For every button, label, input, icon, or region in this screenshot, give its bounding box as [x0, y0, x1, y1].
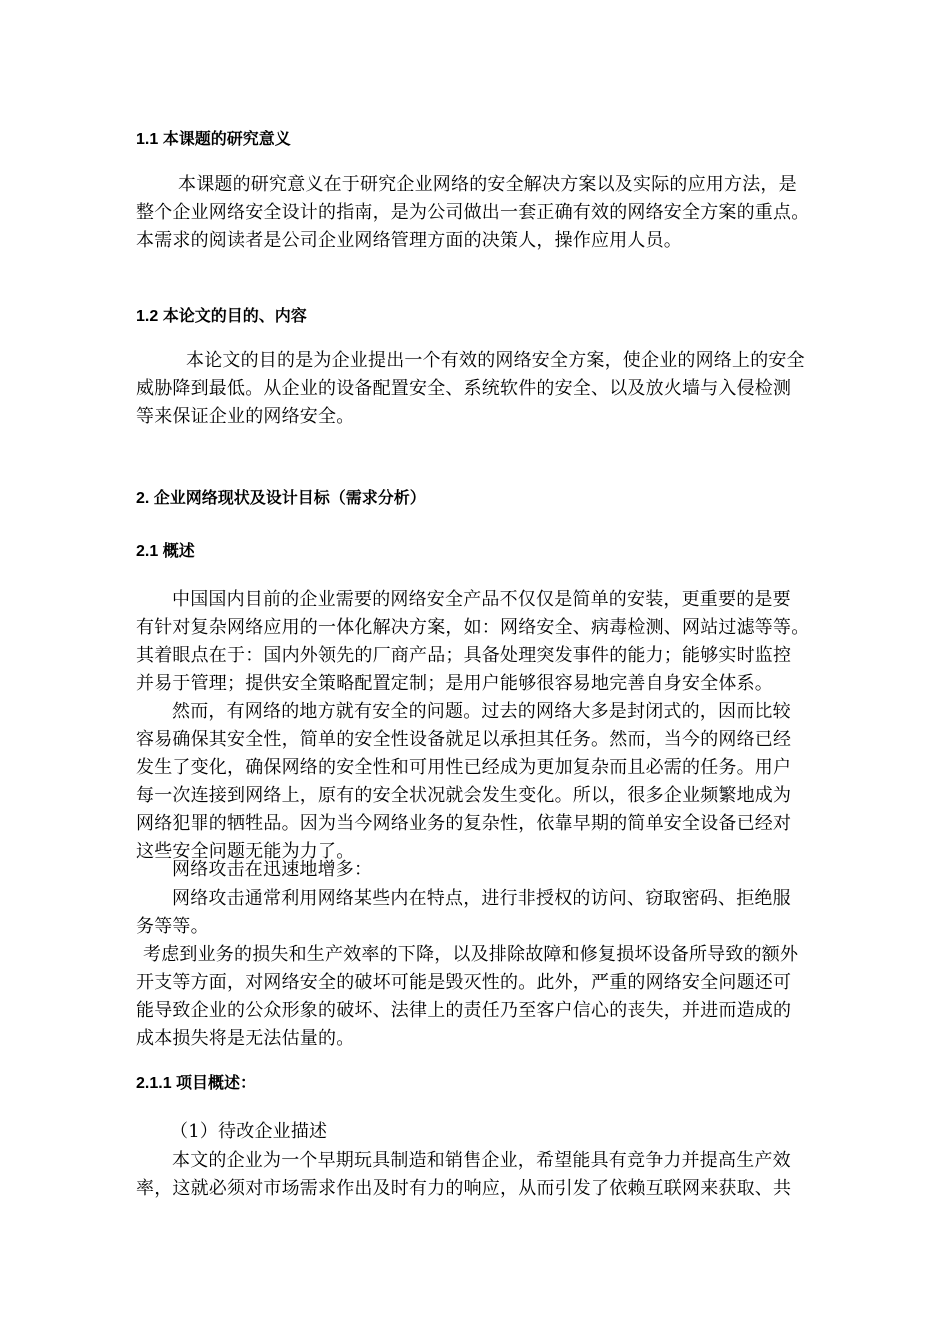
paragraph-line: 中国国内目前的企业需要的网络安全产品不仅仅是简单的安装，更重要的是要: [172, 589, 791, 610]
paragraph-line: 整个企业网络安全设计的指南，是为公司做出一套正确有效的网络安全方案的重点。: [136, 202, 810, 223]
paragraph-line: 网络攻击通常利用网络某些内在特点，进行非授权的访问、窃取密码、拒绝服: [172, 888, 791, 909]
paragraph-line: 容易确保其安全性，简单的安全性设备就足以承担其任务。然而，当今的网络已经: [136, 729, 792, 750]
paragraph-line: 能导致企业的公众形象的破坏、法律上的责任乃至客户信心的丧失，并进而造成的: [136, 1000, 792, 1021]
paragraph-line: （1）待改企业描述: [170, 1121, 328, 1142]
paragraph-line: 其着眼点在于：国内外领先的厂商产品；具备处理突发事件的能力；能够实时监控: [136, 645, 792, 666]
paragraph-line: 威胁降到最低。从企业的设备配置安全、系统软件的安全、以及放火墙与入侵检测: [136, 378, 792, 399]
chapter-heading-2: 2. 企业网络现状及设计目标（需求分析）: [136, 490, 426, 507]
paragraph-line: 等来保证企业的网络安全。: [136, 406, 355, 427]
section-heading-1-2: 1.2 本论文的目的、内容: [136, 308, 307, 325]
paragraph-line: 发生了变化，确保网络的安全性和可用性已经成为更加复杂而且必需的任务。用户: [136, 757, 792, 778]
paragraph-line: 考虑到业务的损失和生产效率的下降，以及排除故障和修复损坏设备所导致的额外: [143, 944, 799, 965]
paragraph-line: 务等等。: [136, 916, 209, 937]
paragraph-line: 开支等方面，对网络安全的破坏可能是毁灭性的。此外，严重的网络安全问题还可: [136, 972, 792, 993]
paragraph-line: 本课题的研究意义在于研究企业网络的安全解决方案以及实际的应用方法，是: [178, 174, 797, 195]
paragraph-line: 每一次连接到网络上，原有的安全状况就会发生变化。所以，很多企业频繁地成为: [136, 785, 792, 806]
section-heading-2-1: 2.1 概述: [136, 543, 195, 560]
paragraph-line: 网络犯罪的牺牲品。因为当今网络业务的复杂性，依靠早期的简单安全设备已经对: [136, 813, 792, 834]
paragraph-line: 并易于管理；提供安全策略配置定制；是用户能够很容易地完善自身安全体系。: [136, 673, 773, 694]
paragraph-line: 率，这就必须对市场需求作出及时有力的响应，从而引发了依赖互联网来获取、共: [136, 1178, 792, 1199]
paragraph-line: 本文的企业为一个早期玩具制造和销售企业，希望能具有竞争力并提高生产效: [172, 1150, 791, 1171]
paragraph-line: 这些安全问题无能为力了。: [136, 841, 355, 862]
paragraph-line: 然而，有网络的地方就有安全的问题。过去的网络大多是封闭式的，因而比较: [172, 701, 791, 722]
section-heading-1-1: 1.1 本课题的研究意义: [136, 131, 291, 148]
paragraph-line: 有针对复杂网络应用的一体化解决方案，如：网络安全、病毒检测、网站过滤等等。: [136, 617, 810, 638]
paragraph-line: 本需求的阅读者是公司企业网络管理方面的决策人，操作应用人员。: [136, 230, 682, 251]
subsection-heading-2-1-1: 2.1.1 项目概述：: [136, 1075, 257, 1092]
paragraph-line: 网络攻击在迅速地增多：: [172, 859, 373, 880]
paragraph-line: 成本损失将是无法估量的。: [136, 1028, 355, 1049]
paragraph-line: 本论文的目的是为企业提出一个有效的网络安全方案，使企业的网络上的安全: [186, 350, 805, 371]
